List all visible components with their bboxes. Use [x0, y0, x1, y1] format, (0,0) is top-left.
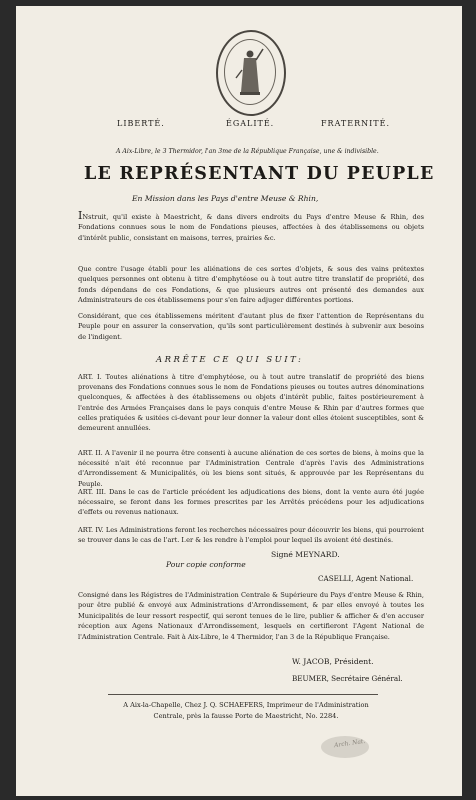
- article-number: ART. I.: [78, 373, 102, 381]
- article-text: A l'avenir il ne pourra être consenti à aucune aliénation de ces sortes de biens, à moins que la nécessité n'ait été reconnue par l'Administration Centrale d'après l'avis des Administrations d'Arrondissement & Municipalités, où les biens sont situés, & approuvée par les Représentans du Peuple.: [78, 449, 424, 488]
- seal-inner-ring: [224, 39, 276, 105]
- imprint-line-1: A Aix-la-Chapelle, Chez J. Q. SCHAEFERS, Imprimeur de l'Administration: [123, 701, 369, 709]
- article-3: [78, 487, 424, 518]
- archive-stamp: Arch. Nat.: [333, 737, 366, 750]
- preamble-paragraph-3: Considérant, que ces établissemens méritent d'autant plus de fixer l'attention de Représentans du Peuple pour en assurer la conservation, qu'ils sont particulièrement destinés à subvenir aux besoins de l'indigent.: [78, 312, 424, 341]
- article-number: ART. II.: [78, 449, 103, 457]
- article-number: ART. III.: [78, 488, 107, 496]
- seal-emblem: [216, 30, 286, 116]
- preamble-text-1: Nstruit, qu'il existe à Maestricht, & dans divers endroits du Pays d'entre Meuse & Rhin, des Fondations connues sous le nom de Fondations pieuses, affectées à des établissemens ou objets d'intérêt public, consistant en maisons, terres, prairies &c.: [78, 213, 424, 242]
- poster-sheet: [16, 6, 462, 796]
- drop-initial: I: [78, 209, 83, 222]
- signature-meynard: Signé MEYNARD.: [271, 550, 340, 559]
- article-text: Dans le cas de l'article précédent les adjudications des biens, dont la vente aura été jugée nécessaire, se feront dans les formes prescrites par les Arrêtés précédens pour les adjudications d'effets ou revenus nationaux.: [78, 488, 424, 517]
- motto-liberte: LIBERTÉ.: [117, 119, 165, 128]
- divider-rule: [108, 694, 378, 695]
- motto-fraternite: FRATERNITÉ.: [321, 119, 390, 128]
- preamble-paragraph-1: [78, 211, 424, 243]
- article-text: Les Administrations feront les recherches nécessaires pour découvrir les biens, qui pourroient se trouver dans le cas de l'art. I.er & les rendre à l'emploi pour lequel ils avoient été destinés.: [78, 526, 424, 545]
- article-text: Toutes aliénations à titre d'emphytéose, ou à tout autre translatif de propriété des biens provenans des Fondations connues sous le nom de Fondations pieuses ou toutes autres dénominations quelconques, & affectées à des établissemens ou objets d'intérêt public, faites postérieurement à l'entrée des Armées Françaises dans le pays conquis d'entre Meuse & Rhin par d'autres formes que celles pratiquées & usitées ci-devant pour leur donner la valeur dont elles étoient susceptibles, sont & demeurent annullées.: [78, 373, 424, 433]
- arrete-heading: ARRÊTE CE QUI SUIT:: [156, 355, 304, 365]
- signature-beumer: BEUMER, Secrétaire Général.: [292, 674, 403, 683]
- document-subtitle: En Mission dans les Pays d'entre Meuse & Rhin,: [132, 194, 319, 203]
- article-1: [78, 372, 424, 433]
- article-number: ART. IV.: [78, 526, 104, 534]
- motto-egalite: ÉGALITÉ.: [226, 119, 275, 128]
- document-title: LE REPRÉSENTANT DU PEUPLE: [84, 164, 435, 184]
- preamble-paragraph-2: Que contre l'usage établi pour les aliénations de ces sortes d'objets, & sous des vains prétextes quelques personnes ont obtenu à titre d'emphytéose ou à tout autre titre translatif de propriété, des fonds dépendans de ces Fondations, & que plusieurs autres ont présenté des demandes aux Administrateurs de ces établissemens pour s'en faire adjuger différentes portions.: [78, 265, 424, 305]
- liberty-figure-icon: [225, 40, 275, 104]
- signature-jacob: W. JACOB, Président.: [292, 657, 374, 666]
- printer-imprint: [76, 700, 416, 721]
- article-4: [78, 525, 424, 545]
- imprint-line-2: Centrale, près la fausse Porte de Maestricht, No. 2284.: [153, 711, 339, 720]
- signature-caselli: CASELLI, Agent National.: [318, 574, 414, 583]
- article-2: [78, 448, 424, 489]
- registration-paragraph: Consigné dans les Régistres de l'Administration Centrale & Supérieure du Pays d'entre Meuse & Rhin, pour être publié & envoyé aux Administrations d'Arrondissement, & par elles envoyé à toutes les Municipalités de leur ressort respectif, qui seront tenues de le lire, publier & afficher & d'en accuser réception aux Agens Nationaux d'Arrondissement, lesquels en certifieront l'Agent National de l'Administration Centrale. Fait à Aix-Libre, le 4 Thermidor, l'an 3 de la République Française.: [78, 591, 424, 641]
- pour-copie-conforme: Pour copie conforme: [166, 560, 246, 569]
- date-line: A Aix-Libre, le 3 Thermidor, l'an 3me de la République Française, une & indivisible.: [116, 148, 379, 155]
